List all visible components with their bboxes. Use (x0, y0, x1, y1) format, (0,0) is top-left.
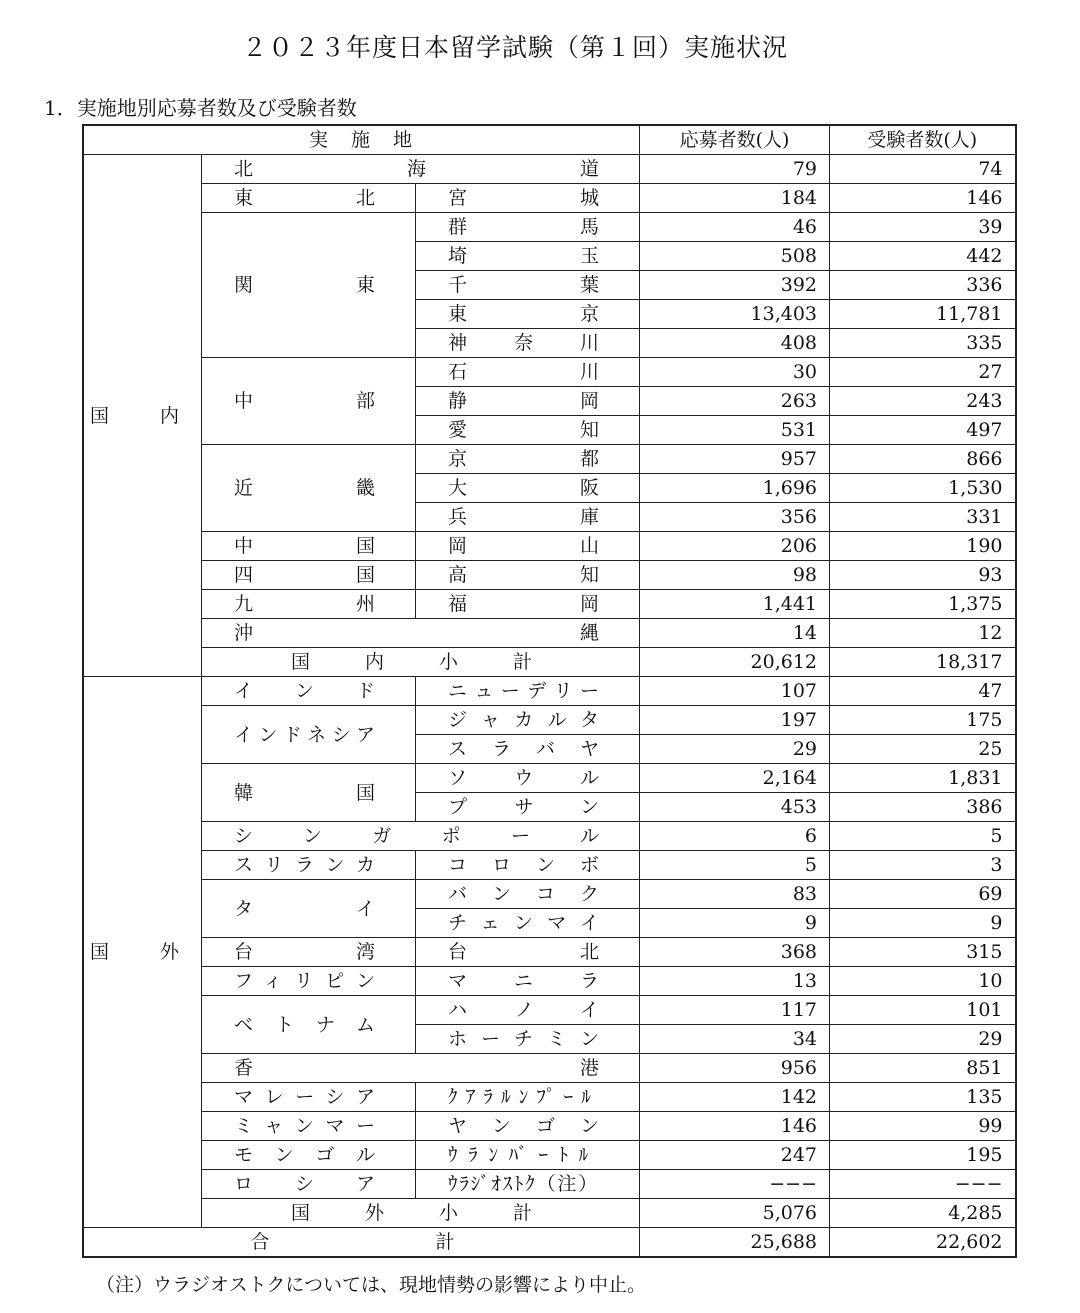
table-row (83, 590, 1016, 619)
applicants-cell: 9 (640, 909, 830, 938)
examinees-cell: 243 (830, 387, 1016, 416)
table-row (83, 1054, 1016, 1083)
examinees-cell: 12 (830, 619, 1016, 648)
applicants-cell: 117 (640, 996, 830, 1025)
place-name: マレーシア (202, 1083, 416, 1112)
table-row (83, 822, 1016, 851)
applicants-cell: 247 (640, 1141, 830, 1170)
applicants-cell: 142 (640, 1083, 830, 1112)
city-name: 愛 知 (416, 416, 640, 445)
city-name: 福 岡 (416, 590, 640, 619)
grand-total-applicants: 25,688 (640, 1228, 830, 1258)
place-name: イ ン ド (202, 677, 416, 706)
applicants-cell: 79 (640, 155, 830, 184)
examinees-cell: 39 (830, 213, 1016, 242)
city-name: ニューデリー (416, 677, 640, 706)
examinees-cell: 315 (830, 938, 1016, 967)
applicants-cell: 368 (640, 938, 830, 967)
applicants-cell: 1,696 (640, 474, 830, 503)
city-name: ｳﾗﾝﾊﾞｰﾄﾙ (416, 1141, 640, 1170)
overseas-subtotal-examinees: 4,285 (830, 1199, 1016, 1228)
examinees-cell: 1,831 (830, 764, 1016, 793)
applicants-cell: 453 (640, 793, 830, 822)
examinees-cell: 9 (830, 909, 1016, 938)
examinees-cell: 99 (830, 1112, 1016, 1141)
examinees-cell: 1,375 (830, 590, 1016, 619)
examinees-cell: 101 (830, 996, 1016, 1025)
examinees-cell: 866 (830, 445, 1016, 474)
applicants-cell: 206 (640, 532, 830, 561)
examinees-cell: 190 (830, 532, 1016, 561)
examinees-cell: 11,781 (830, 300, 1016, 329)
table-row (83, 184, 1016, 213)
city-name: 東 京 (416, 300, 640, 329)
place-name: 中 国 (202, 532, 416, 561)
applicants-cell: 392 (640, 271, 830, 300)
city-name: コロンボ (416, 851, 640, 880)
table-row (83, 938, 1016, 967)
place-name: ロ シ ア (202, 1170, 416, 1199)
city-name: ホーチミン (416, 1025, 640, 1054)
city-name: ハノイ (416, 996, 640, 1025)
applicants-cell: 5 (640, 851, 830, 880)
place-name: 北 海 道 (202, 155, 640, 184)
city-name: 兵 庫 (416, 503, 640, 532)
place-name: フィリピン (202, 967, 416, 996)
examinees-cell: 93 (830, 561, 1016, 590)
domestic-label: 国 内 (83, 155, 202, 677)
table-row (83, 706, 1016, 735)
table-header-row (83, 125, 1016, 155)
table-row (83, 213, 1016, 242)
city-name: ヤンゴン (416, 1112, 640, 1141)
examinees-cell: 10 (830, 967, 1016, 996)
table-row (83, 1141, 1016, 1170)
examinees-cell: 331 (830, 503, 1016, 532)
city-name: ソウル (416, 764, 640, 793)
applicants-cell: 508 (640, 242, 830, 271)
place-name: 台 湾 (202, 938, 416, 967)
place-name: インドネシア (202, 706, 416, 764)
applicants-cell: 956 (640, 1054, 830, 1083)
examinees-cell: 442 (830, 242, 1016, 271)
city-name: バンコク (416, 880, 640, 909)
applicants-cell: 356 (640, 503, 830, 532)
table-row (83, 764, 1016, 793)
applicants-cell: 34 (640, 1025, 830, 1054)
table-row (83, 532, 1016, 561)
examinees-cell: 27 (830, 358, 1016, 387)
table-row (83, 996, 1016, 1025)
grand-total-row (83, 1228, 1016, 1258)
header-examinees: 受験者数(人) (830, 125, 1016, 155)
applicants-cell: 531 (640, 416, 830, 445)
city-name: 千 葉 (416, 271, 640, 300)
city-name: 埼 玉 (416, 242, 640, 271)
table-row (83, 619, 1016, 648)
examinees-cell: 5 (830, 822, 1016, 851)
table-row (83, 1170, 1016, 1199)
table-row (83, 155, 1016, 184)
table-row (83, 1112, 1016, 1141)
city-name: チェンマイ (416, 909, 640, 938)
place-name: 関 東 (202, 213, 416, 358)
table-row (83, 561, 1016, 590)
examinees-cell: 851 (830, 1054, 1016, 1083)
examinees-cell: 336 (830, 271, 1016, 300)
city-name: 群 馬 (416, 213, 640, 242)
place-name: シンガポール (202, 822, 640, 851)
table-row (83, 358, 1016, 387)
place-name: モンゴル (202, 1141, 416, 1170)
applicants-cell: 6 (640, 822, 830, 851)
place-name: 九 州 (202, 590, 416, 619)
applicants-cell: 13 (640, 967, 830, 996)
applicants-cell: 408 (640, 329, 830, 358)
domestic-subtotal-label: 国 内 小 計 (202, 648, 640, 677)
applicants-cell: 29 (640, 735, 830, 764)
applicants-cell: 1,441 (640, 590, 830, 619)
city-name: 宮 城 (416, 184, 640, 213)
city-name: プサン (416, 793, 640, 822)
domestic-section (83, 155, 1016, 677)
examinees-cell: 497 (830, 416, 1016, 445)
city-name: 静 岡 (416, 387, 640, 416)
examinees-cell: 335 (830, 329, 1016, 358)
place-name: 韓 国 (202, 764, 416, 822)
examinees-cell: 29 (830, 1025, 1016, 1054)
table-row (83, 677, 1016, 706)
city-name: 岡 山 (416, 532, 640, 561)
table-row (83, 880, 1016, 909)
page-title: ２０２３年度日本留学試験（第１回）実施状況 (241, 33, 788, 62)
examinees-cell: 25 (830, 735, 1016, 764)
header-place: 実 施 地 (83, 125, 640, 155)
place-name: ミャンマー (202, 1112, 416, 1141)
city-name: ｳﾗｼﾞｵｽﾄｸ（注） (416, 1170, 640, 1199)
table-row (83, 445, 1016, 474)
grand-total-label: 合 計 (83, 1228, 640, 1258)
city-name: 京 都 (416, 445, 640, 474)
examinees-cell: 195 (830, 1141, 1016, 1170)
place-name: タ イ (202, 880, 416, 938)
applicants-cell: 30 (640, 358, 830, 387)
place-name: 沖 縄 (202, 619, 640, 648)
examinees-cell: 69 (830, 880, 1016, 909)
applicants-cell: 46 (640, 213, 830, 242)
examinees-cell: 1,530 (830, 474, 1016, 503)
city-name: 石 川 (416, 358, 640, 387)
examinees-cell: 47 (830, 677, 1016, 706)
overseas-label: 国 外 (83, 677, 202, 1228)
place-name: 四 国 (202, 561, 416, 590)
overseas-section (83, 677, 1016, 1228)
applicants-cell: 197 (640, 706, 830, 735)
applicants-cell: 263 (640, 387, 830, 416)
overseas-subtotal-applicants: 5,076 (640, 1199, 830, 1228)
city-name: 大 阪 (416, 474, 640, 503)
exam-status-table (82, 124, 1017, 1258)
examinees-cell: 386 (830, 793, 1016, 822)
place-name: ベトナム (202, 996, 416, 1054)
city-name: 台 北 (416, 938, 640, 967)
domestic-subtotal-applicants: 20,612 (640, 648, 830, 677)
header-applicants: 応募者数(人) (640, 125, 830, 155)
examinees-cell: 175 (830, 706, 1016, 735)
examinees-cell: 135 (830, 1083, 1016, 1112)
applicants-cell: 957 (640, 445, 830, 474)
table-row (83, 967, 1016, 996)
table-row (83, 1083, 1016, 1112)
domestic-subtotal-examinees: 18,317 (830, 648, 1016, 677)
examinees-cell: 146 (830, 184, 1016, 213)
applicants-cell: 2,164 (640, 764, 830, 793)
city-name: 神 奈 川 (416, 329, 640, 358)
overseas-subtotal-row (83, 1199, 1016, 1228)
applicants-cell: 107 (640, 677, 830, 706)
applicants-cell: 184 (640, 184, 830, 213)
applicants-cell: −−− (640, 1170, 830, 1199)
table-row (83, 851, 1016, 880)
place-name: 近 畿 (202, 445, 416, 532)
examinees-cell: 3 (830, 851, 1016, 880)
city-name: スラバヤ (416, 735, 640, 764)
city-name: 高 知 (416, 561, 640, 590)
applicants-cell: 13,403 (640, 300, 830, 329)
examinees-cell: 74 (830, 155, 1016, 184)
examinees-cell: −−− (830, 1170, 1016, 1199)
city-name: ｸｱﾗﾙﾝﾌﾟｰﾙ (416, 1083, 640, 1112)
grand-total-examinees: 22,602 (830, 1228, 1016, 1258)
footnote: （注）ウラジオストクについては、現地情勢の影響により中止。 (96, 1274, 647, 1296)
place-name: 香 港 (202, 1054, 640, 1083)
applicants-cell: 98 (640, 561, 830, 590)
place-name: 中 部 (202, 358, 416, 445)
city-name: ジャカルタ (416, 706, 640, 735)
city-name: マニラ (416, 967, 640, 996)
section-heading: 1．実施地別応募者数及び受験者数 (44, 96, 357, 120)
applicants-cell: 146 (640, 1112, 830, 1141)
applicants-cell: 83 (640, 880, 830, 909)
applicants-cell: 14 (640, 619, 830, 648)
place-name: 東 北 (202, 184, 416, 213)
overseas-subtotal-label: 国 外 小 計 (202, 1199, 640, 1228)
domestic-subtotal-row (83, 648, 1016, 677)
place-name: スリランカ (202, 851, 416, 880)
